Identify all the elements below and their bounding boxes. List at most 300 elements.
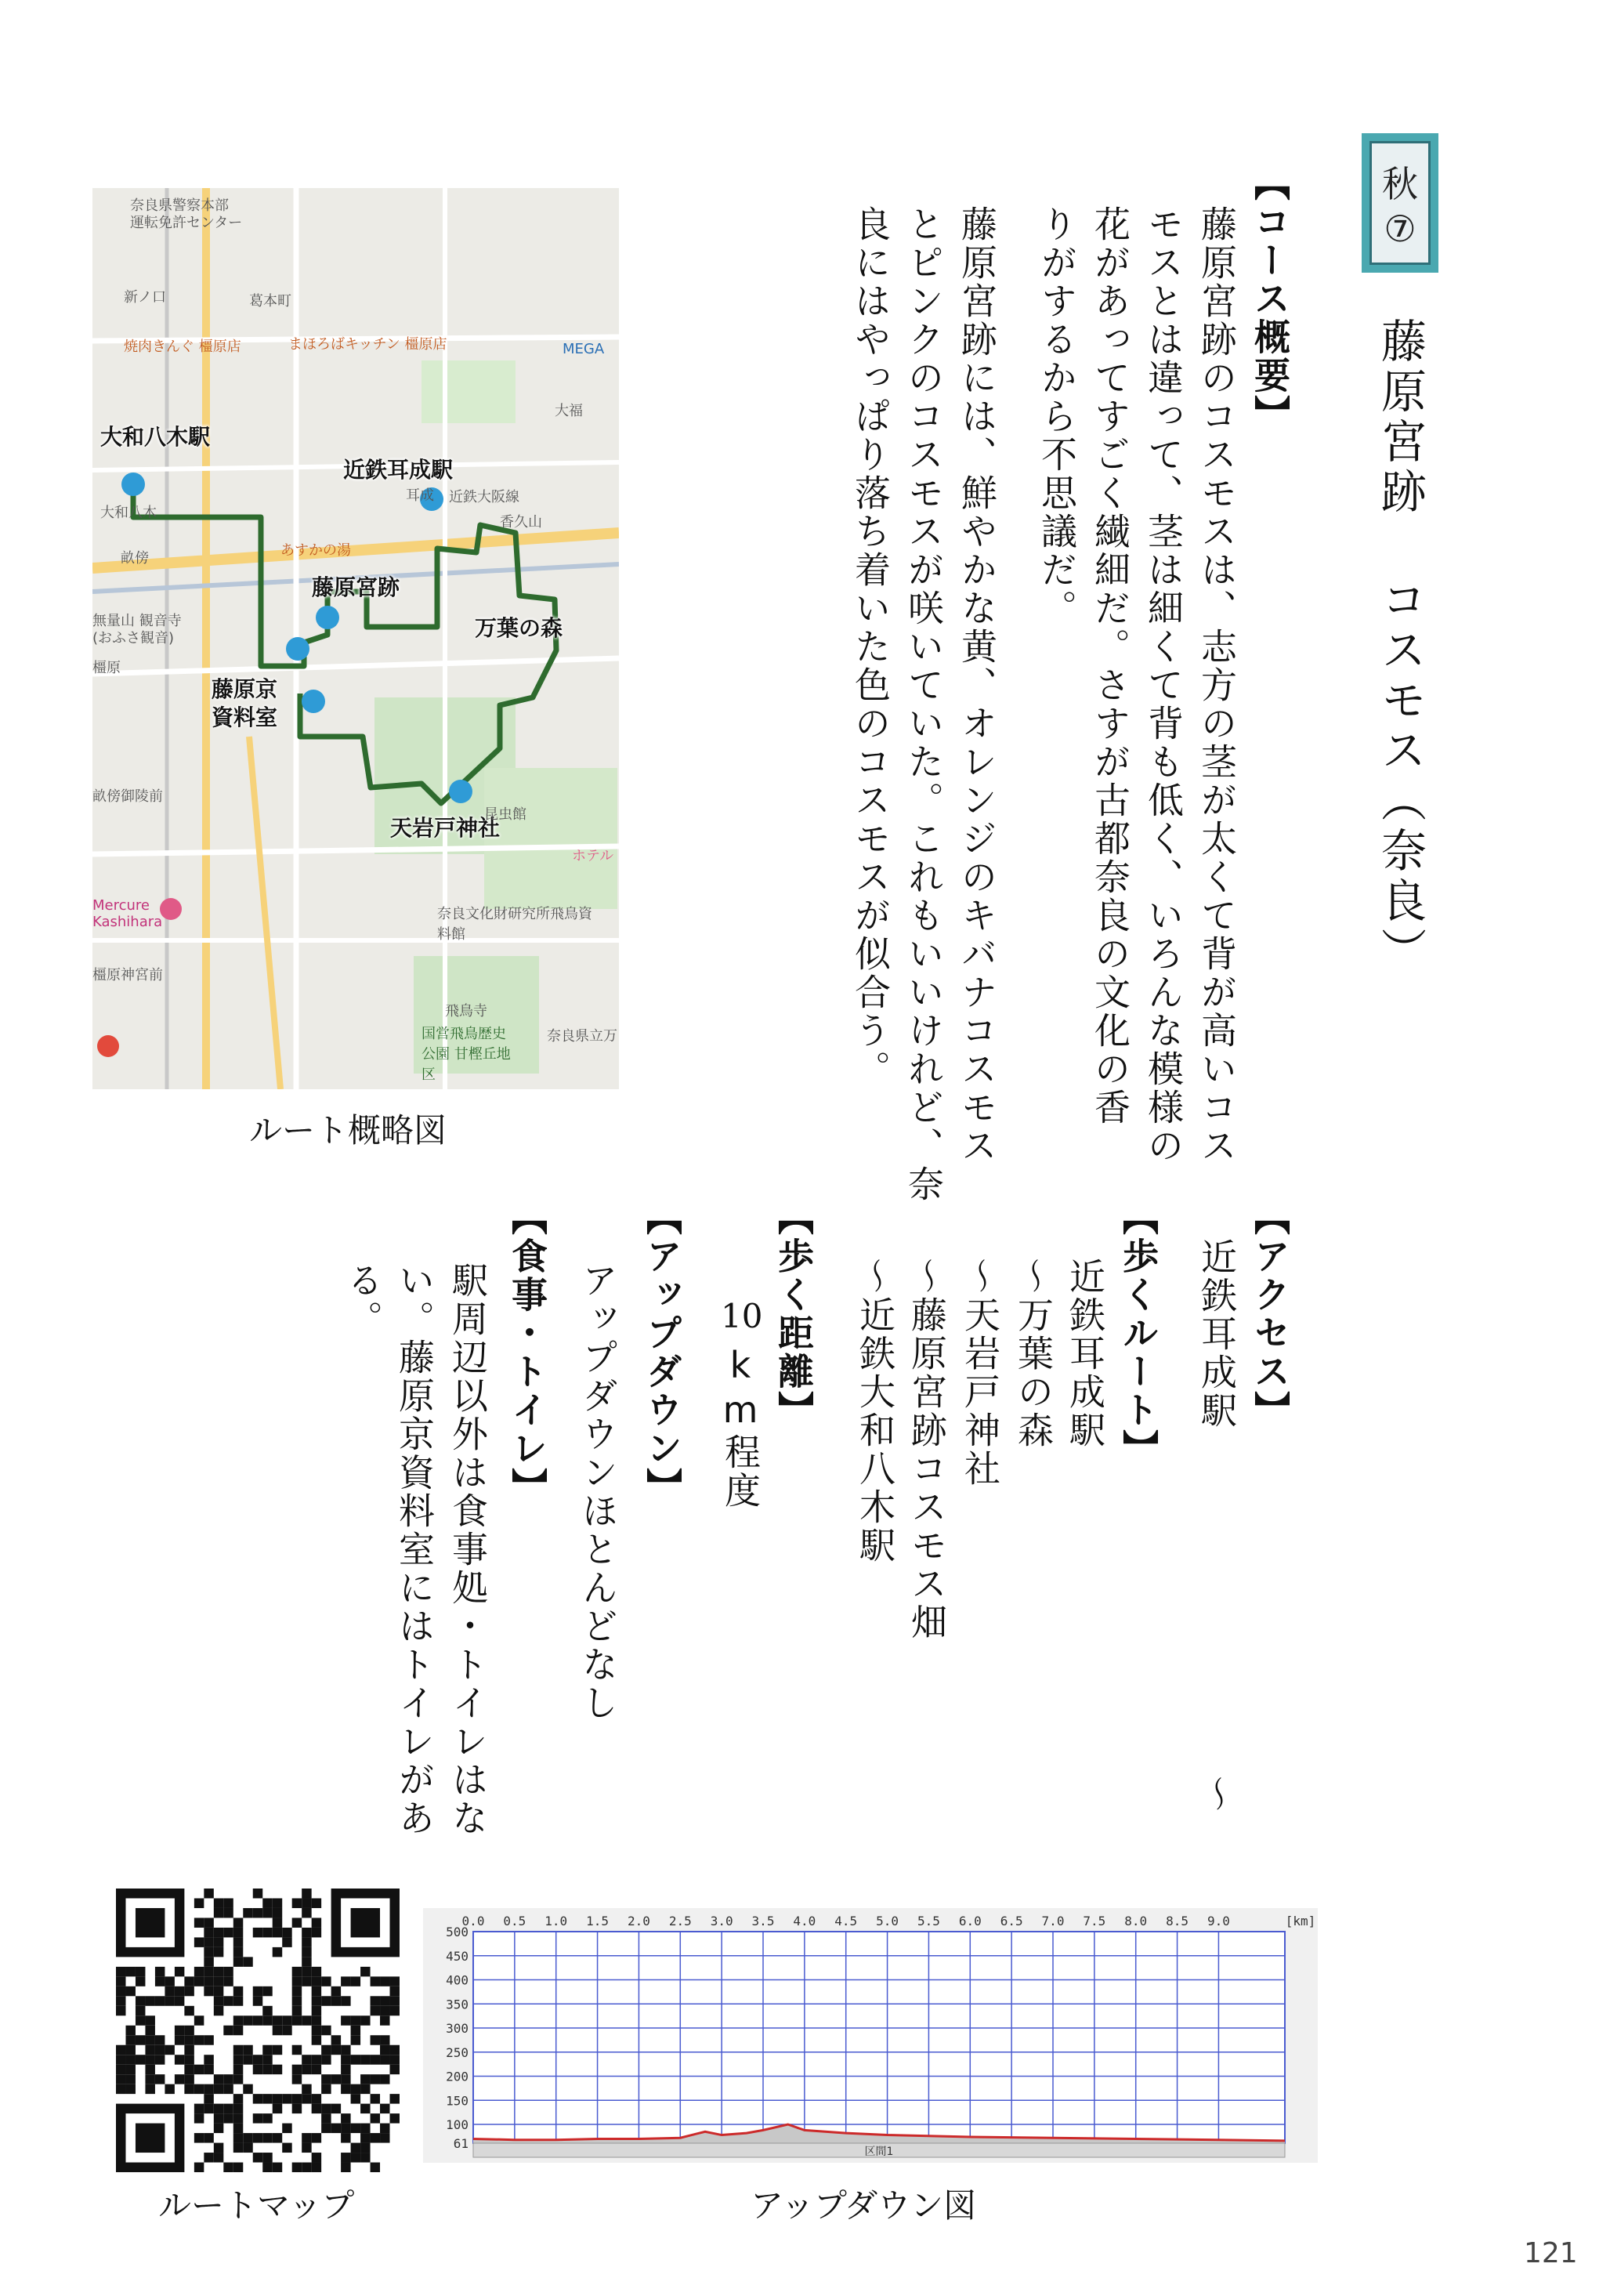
season-badge (1362, 133, 1438, 273)
route-line-1: 近鉄耳成駅 (1064, 1258, 1106, 1450)
map-minor-label: ホテル (572, 848, 614, 864)
map-minor-label: 葛本町 (249, 293, 291, 310)
qr-module (136, 1967, 145, 1976)
qr-module (223, 2113, 233, 2123)
qr-module (223, 1996, 233, 2005)
qr-module (380, 2055, 389, 2064)
qr-module (243, 2143, 252, 2153)
qr-module (360, 2084, 370, 2094)
qr-module (262, 2094, 272, 2103)
qr-module (312, 2026, 321, 2035)
qr-module (204, 1976, 213, 1986)
qr-module (214, 1908, 223, 1918)
qr-module (380, 2124, 389, 2133)
qr-module (214, 2006, 223, 2015)
qr-module (321, 2055, 331, 2064)
qr-module (302, 2055, 311, 2064)
qr-module (233, 2065, 243, 2074)
qr-module (312, 2055, 321, 2064)
x-tick-label: 3.5 (751, 1914, 775, 1928)
qr-module (292, 1898, 302, 1907)
y-tick-label: 100 (446, 2117, 469, 2133)
qr-module (282, 2094, 291, 2103)
qr-module (292, 1986, 302, 1996)
qr-module (360, 2074, 370, 2084)
qr-module (155, 1967, 165, 1976)
qr-module (204, 1967, 213, 1976)
qr-module (360, 2124, 370, 2133)
y-tick-label: 350 (446, 1997, 469, 2012)
y-tick-label: 400 (446, 1972, 469, 1988)
qr-module (253, 1996, 262, 2005)
qr-module (351, 2055, 360, 2064)
y-tick-label: 300 (446, 2021, 469, 2037)
elevation-profile-chart (423, 1908, 1318, 2163)
qr-module (273, 2094, 282, 2103)
qr-module (302, 1908, 311, 1918)
qr-module (165, 2084, 174, 2094)
qr-module (194, 1967, 204, 1976)
x-tick-label: 9.0 (1207, 1914, 1230, 1928)
qr-module (125, 2084, 135, 2094)
qr-module (273, 2045, 282, 2055)
qr-module (233, 2133, 243, 2142)
distance-heading: 【歩く距離】 (772, 1199, 815, 1429)
x-unit-label: [km] (1285, 1914, 1316, 1928)
map-minor-label: 運転免許センター (130, 215, 243, 231)
qr-module (204, 2035, 213, 2044)
qr-module (145, 1996, 154, 2005)
qr-module (341, 2074, 350, 2084)
overview-line-2: モスとは違って、茎は細くて背も低く、いろんな模様の (1142, 205, 1185, 1165)
qr-module (233, 2045, 243, 2055)
qr-module (380, 2035, 389, 2044)
map-minor-label: (おふさ観音) (92, 630, 175, 646)
overview-line-6: とピンクのコスモスが咲いていた。これもいいけれど、奈 (903, 205, 945, 1204)
qr-module (253, 1986, 262, 1996)
qr-module (175, 1986, 184, 1996)
map-minor-label: 大福 (555, 403, 583, 419)
qr-module (360, 1967, 370, 1976)
map-label-fujiwara-palace: 藤原宮跡 (312, 574, 400, 600)
qr-module (341, 2055, 350, 2064)
qr-module (341, 2015, 350, 2025)
qr-module (116, 2006, 125, 2015)
x-tick-label: 6.0 (958, 1914, 982, 1928)
qr-module (125, 2045, 135, 2055)
qr-module (214, 1996, 223, 2005)
qr-module (371, 1976, 380, 1986)
qr-module (351, 2124, 360, 2133)
qr-caption: ルートマップ (158, 2186, 355, 2225)
qr-module (380, 1996, 389, 2005)
qr-module (194, 1898, 204, 1907)
map-minor-label: 昆虫館 (484, 806, 526, 823)
x-tick-label: 1.0 (545, 1914, 568, 1928)
qr-module (194, 2084, 204, 2094)
page-title: 藤原宮跡 コスモス（奈良） (1373, 317, 1427, 977)
qr-module (292, 1967, 302, 1976)
facilities-line-3: る。 (342, 1262, 384, 1338)
qr-module (194, 2104, 204, 2113)
qr-module (184, 2045, 194, 2055)
qr-module (175, 2035, 184, 2044)
map-minor-label: あすかの湯 (280, 542, 351, 559)
qr-module (233, 1928, 243, 1937)
qr-module (233, 2015, 243, 2025)
qr-module (165, 1996, 174, 2005)
map-minor-label: 橿原神宮前 (92, 967, 163, 983)
qr-module (262, 1986, 272, 1996)
qr-module (184, 2035, 194, 2044)
qr-module (194, 1918, 204, 1927)
qr-module (341, 2153, 350, 2162)
section-label: 区間1 (864, 2146, 894, 2158)
qr-module (351, 2015, 360, 2025)
map-minor-label: 近鉄大阪線 (449, 489, 519, 505)
road (92, 533, 619, 568)
qr-module (116, 2065, 125, 2074)
qr-module (214, 2084, 223, 2094)
facilities-line-2: い。藤原京資料室にはトイレがあ (393, 1262, 436, 1838)
qr-module (125, 2074, 135, 2084)
qr-module (204, 2055, 213, 2064)
qr-module (223, 1976, 233, 1986)
qr-module (214, 1967, 223, 1976)
qr-module (233, 2124, 243, 2133)
qr-module (223, 2163, 233, 2172)
qr-module (273, 2133, 282, 2142)
qr-module (312, 1928, 321, 1937)
qr-module (292, 2065, 302, 2074)
qr-module (371, 2163, 380, 2172)
qr-module (233, 1996, 243, 2005)
qr-module (194, 2015, 204, 2025)
qr-module (145, 2026, 154, 2035)
qr-module (302, 1957, 311, 1966)
qr-module (321, 2113, 331, 2123)
qr-module (136, 2035, 145, 2044)
map-label-yamato-yagi: 大和八木駅 (100, 424, 211, 450)
qr-module (194, 2133, 204, 2142)
qr-module (214, 1898, 223, 1907)
qr-module (273, 2163, 282, 2172)
qr-module (351, 2143, 360, 2153)
qr-module (214, 2153, 223, 2162)
qr-module (194, 1976, 204, 1986)
qr-module (204, 1889, 213, 1898)
qr-module (262, 1898, 272, 1907)
qr-module (380, 2045, 389, 2055)
qr-module (116, 1986, 125, 1996)
qr-module (175, 1996, 184, 2005)
x-tick-label: 7.5 (1083, 1914, 1106, 1928)
qr-module (341, 2065, 350, 2074)
qr-module (253, 1928, 262, 1937)
overview-line-3: 花があってすごく繊細だ。さすが古都奈良の文化の香 (1089, 205, 1131, 1127)
qr-module (331, 2045, 341, 2055)
qr-module (233, 1957, 243, 1966)
qr-module (380, 1976, 389, 1986)
x-tick-label: 3.0 (710, 1914, 733, 1928)
qr-module (321, 2124, 331, 2133)
qr-module (273, 2065, 282, 2074)
qr-module (223, 1928, 233, 1937)
qr-module (360, 2153, 370, 2162)
qr-module (204, 1986, 213, 1996)
poi-marker (97, 1035, 119, 1057)
qr-module (390, 1976, 400, 1986)
qr-module (214, 1928, 223, 1937)
qr-module (223, 2104, 233, 2113)
qr-module (204, 2084, 213, 2094)
qr-module (321, 1996, 331, 2005)
qr-module (360, 2015, 370, 2025)
qr-module (116, 2055, 125, 2064)
qr-module (184, 2006, 194, 2015)
map-minor-label: 奈良文化財研究所飛鳥資料館 (437, 906, 592, 943)
y-tick-label: 450 (446, 1948, 469, 1964)
badge-season: 秋 (1382, 163, 1418, 205)
qr-module (390, 2055, 400, 2064)
qr-module (204, 1947, 213, 1957)
map-minor-label: 畝傍 (121, 550, 149, 567)
route-line-5: ～近鉄大和八木駅 (854, 1258, 896, 1565)
qr-module (302, 1928, 311, 1937)
x-tick-label: 4.5 (834, 1914, 858, 1928)
qr-module (223, 1967, 233, 1976)
qr-module (125, 1967, 135, 1976)
qr-module (371, 2133, 380, 2142)
map-minor-label: 香久山 (500, 514, 542, 531)
park-area (421, 360, 516, 423)
qr-module (214, 2143, 223, 2153)
qr-module (292, 2104, 302, 2113)
map-minor-label: Mercure Kashihara (92, 897, 163, 930)
qr-module (116, 1967, 125, 1976)
qr-module (165, 1986, 174, 1996)
qr-code[interactable] (116, 1889, 400, 2172)
qr-module (351, 2094, 360, 2103)
qr-module (312, 1898, 321, 1907)
route-line-2: ～万葉の森 (1012, 1258, 1055, 1450)
qr-module (371, 2113, 380, 2123)
facilities-heading: 【食事・トイレ】 (506, 1199, 548, 1506)
qr-module (380, 2074, 389, 2084)
qr-module (243, 2045, 252, 2055)
qr-module (145, 2015, 154, 2025)
map-minor-label: 無量山 観音寺 (92, 613, 182, 629)
qr-module (331, 2035, 341, 2044)
qr-module (136, 1996, 145, 2005)
qr-module (145, 2035, 154, 2044)
map-label-manyo: 万葉の森 (475, 615, 563, 641)
qr-module (292, 1996, 302, 2005)
qr-module (184, 2026, 194, 2035)
qr-module (331, 2074, 341, 2084)
qr-module (302, 1898, 311, 1907)
place-marker (302, 690, 325, 713)
qr-module (262, 2163, 272, 2172)
qr-module (204, 1918, 213, 1927)
qr-module (292, 1976, 302, 1986)
qr-module (233, 2074, 243, 2084)
qr-module (145, 2065, 154, 2074)
overview-line-7: 良にはやっぱり落ち着いた色のコスモスが似合う。 (849, 205, 892, 1088)
qr-module (312, 2094, 321, 2103)
qr-module (204, 2133, 213, 2142)
qr-module (253, 1889, 262, 1898)
x-tick-label: 0.5 (503, 1914, 526, 1928)
qr-module (331, 2124, 341, 2133)
qr-module (302, 2094, 311, 2103)
qr-module (125, 1986, 135, 1996)
walking-route (133, 484, 556, 803)
qr-module (116, 1976, 125, 1986)
qr-module (175, 1967, 184, 1976)
updown-line: アップダウンほとんどなし (577, 1262, 619, 1722)
road (92, 658, 619, 674)
qr-module (371, 2074, 380, 2084)
qr-module (302, 1937, 311, 1947)
updown-heading: 【アップダウン】 (641, 1199, 683, 1506)
qr-module (214, 1947, 223, 1957)
qr-module (273, 1918, 282, 1927)
qr-module (282, 1937, 291, 1947)
facilities-line-1: 駅周辺以外は食事処・トイレはな (447, 1262, 489, 1838)
qr-module (184, 1986, 194, 1996)
qr-module (321, 2074, 331, 2084)
qr-module (351, 2026, 360, 2035)
qr-module (262, 2133, 272, 2142)
y-tick-label: 500 (446, 1925, 469, 1939)
qr-module (273, 2104, 282, 2113)
qr-module (282, 2026, 291, 2035)
route-map-image (92, 188, 619, 1089)
qr-module (321, 2084, 331, 2094)
qr-module (233, 2026, 243, 2035)
qr-module (204, 1957, 213, 1966)
qr-module (145, 2074, 154, 2084)
qr-module (312, 1918, 321, 1927)
x-tick-label: 8.5 (1166, 1914, 1189, 1928)
qr-module (341, 2113, 350, 2123)
qr-module (214, 1986, 223, 1996)
map-caption: ルート概略図 (249, 1111, 447, 1150)
qr-module (390, 1986, 400, 1996)
qr-module (341, 2084, 350, 2094)
qr-module (253, 2094, 262, 2103)
qr-module (371, 2006, 380, 2015)
overview-line-5: 藤原宮跡には、鮮やかな黄、オレンジのキバナコスモス (956, 205, 998, 1165)
qr-module (214, 2074, 223, 2084)
qr-module (312, 1976, 321, 1986)
access-heading: 【アクセス】 (1249, 1199, 1291, 1429)
map-label-fujiwara-archive: 藤原京 資料室 (212, 676, 278, 731)
qr-module (390, 2065, 400, 2074)
qr-module (204, 2094, 213, 2103)
qr-module (253, 2065, 262, 2074)
y-tick-label: 150 (446, 2093, 469, 2109)
qr-module (253, 2113, 262, 2123)
qr-module (155, 2035, 165, 2044)
qr-module (165, 1976, 174, 1986)
qr-module (292, 2094, 302, 2103)
qr-module (155, 1976, 165, 1986)
qr-module (233, 1986, 243, 1996)
qr-module (282, 2143, 291, 2153)
qr-module (341, 1976, 350, 1986)
station-marker (121, 473, 145, 496)
qr-module (194, 2065, 204, 2074)
qr-module (273, 2015, 282, 2025)
qr-module (262, 2113, 272, 2123)
qr-module (136, 2006, 145, 2015)
qr-finder (136, 1908, 165, 1937)
qr-module (145, 2055, 154, 2064)
qr-module (302, 2163, 311, 2172)
qr-module (253, 2153, 262, 2162)
qr-module (360, 2055, 370, 2064)
qr-module (262, 2006, 272, 2015)
x-tick-label: 7.0 (1041, 1914, 1065, 1928)
qr-module (125, 2065, 135, 2074)
qr-module (262, 2065, 272, 2074)
qr-module (292, 2045, 302, 2055)
overview-line-1: 藤原宮跡のコスモスは、志方の茎が太くて背が高いコス (1196, 205, 1238, 1165)
qr-module (184, 2074, 194, 2084)
qr-module (175, 2055, 184, 2064)
qr-finder (351, 1908, 380, 1937)
qr-module (243, 2133, 252, 2142)
qr-module (312, 2015, 321, 2025)
qr-module (390, 2006, 400, 2015)
place-marker (449, 780, 472, 803)
qr-finder (136, 2124, 165, 2153)
qr-module (243, 2015, 252, 2025)
qr-module (204, 2153, 213, 2162)
qr-module (321, 1976, 331, 1986)
qr-module (155, 1996, 165, 2005)
route-line-4: ～藤原宮跡コスモス畑 (906, 1258, 948, 1642)
qr-module (204, 2104, 213, 2113)
map-minor-label: 畝傍御陵前 (92, 788, 163, 805)
qr-module (282, 2124, 291, 2133)
qr-module (302, 1889, 311, 1898)
qr-module (273, 1947, 282, 1957)
y-tick-label: 200 (446, 2069, 469, 2084)
y-tick-label: 61 (453, 2136, 469, 2151)
qr-module (302, 2143, 311, 2153)
qr-module (282, 2015, 291, 2025)
qr-module (273, 2026, 282, 2035)
qr-module (184, 1976, 194, 1986)
qr-module (243, 2084, 252, 2094)
qr-module (125, 2055, 135, 2064)
map-minor-label: 大和八木 (100, 505, 157, 521)
x-tick-label: 2.0 (627, 1914, 650, 1928)
qr-module (233, 2113, 243, 2123)
qr-module (371, 1996, 380, 2005)
qr-module (204, 1937, 213, 1947)
map-minor-label: 奈良県立万 (547, 1028, 617, 1045)
qr-module (233, 2094, 243, 2103)
badge-number: ⑦ (1384, 208, 1416, 250)
qr-module (262, 2153, 272, 2162)
qr-module (243, 2055, 252, 2064)
map-minor-label: 奈良県警察本部 (130, 197, 229, 214)
map-minor-label: 飛鳥寺 (445, 1003, 487, 1019)
